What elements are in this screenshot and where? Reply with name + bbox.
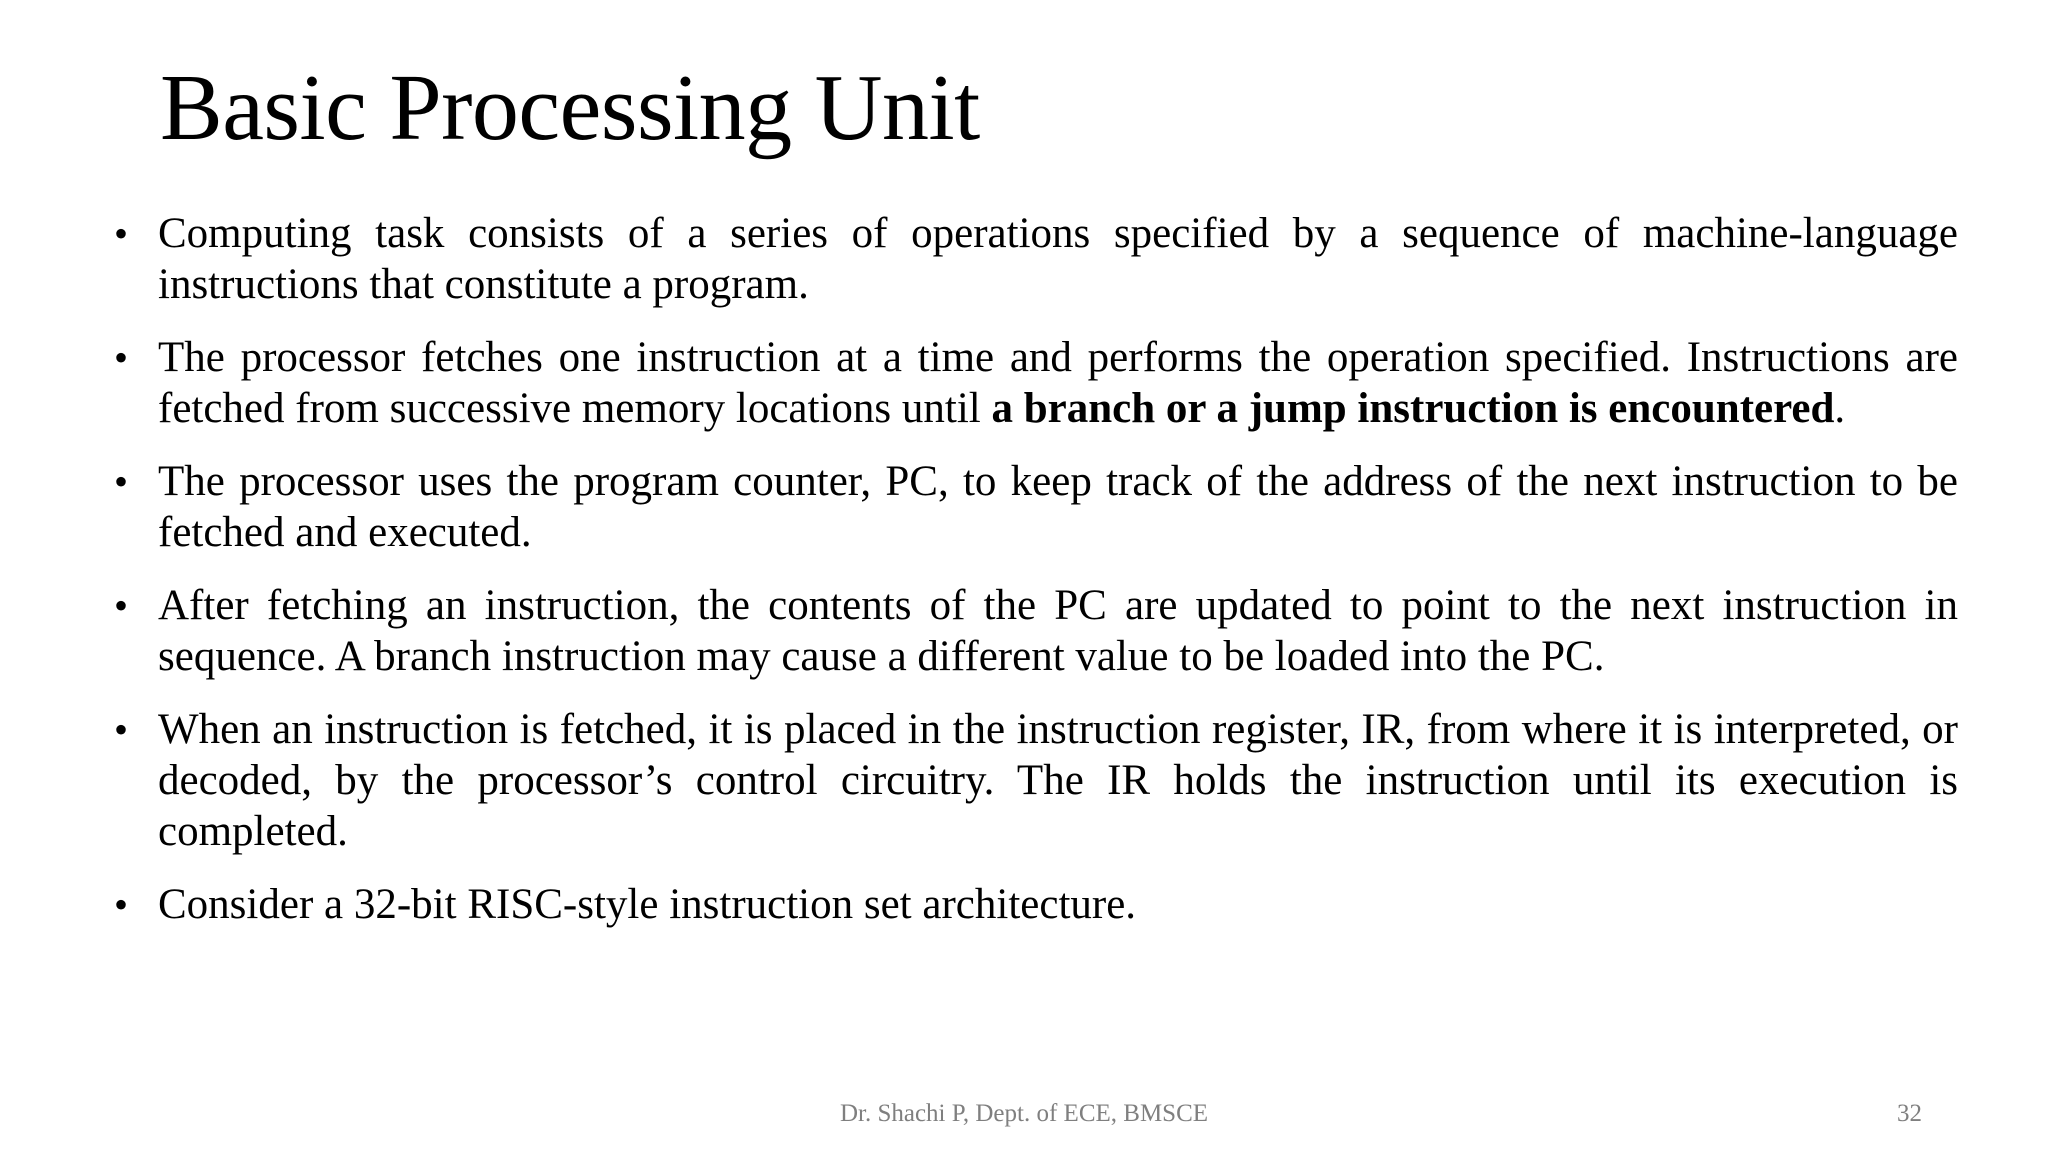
bullet-text: When an instruction is fetched, it is placed in the instruction register, IR, from where it is interpreted, or decoded, by the processor’s control circuitry. The IR holds the instruction until its execution is completed.	[158, 706, 1958, 855]
bullet-item	[110, 332, 1958, 434]
bullet-text: After fetching an instruction, the contents of the PC are updated to point to the next instruction in sequence. A branch instruction may cause a different value to be loaded into the PC.	[158, 582, 1958, 680]
bullet-marker: •	[114, 459, 129, 504]
bullet-marker: •	[114, 335, 129, 380]
bullet-text: The processor fetches one instruction at a time and performs the operation specified. Instructions are fetched from successive memory locations until	[158, 334, 1958, 432]
slide-title: Basic Processing Unit	[160, 56, 980, 160]
page-number: 32	[1897, 1100, 1922, 1127]
bullet-item	[110, 456, 1958, 558]
bullet-marker: •	[114, 707, 129, 752]
bullet-bold-text: a branch or a jump instruction is encountered	[991, 385, 1835, 432]
bullet-list	[110, 208, 1958, 952]
bullet-marker: •	[114, 211, 129, 256]
bullet-item	[110, 580, 1958, 682]
footer-author: Dr. Shachi P, Dept. of ECE, BMSCE	[839, 1100, 1209, 1127]
bullet-text: Computing task consists of a series of operations specified by a sequence of machine-language instructions that constitute a program.	[158, 210, 1958, 308]
bullet-marker: •	[114, 882, 129, 927]
bullet-item	[110, 704, 1958, 857]
bullet-marker: •	[114, 583, 129, 628]
bullet-text: The processor uses the program counter, PC, to keep track of the address of the next instruction to be fetched and executed.	[158, 458, 1958, 556]
bullet-item	[110, 208, 1958, 310]
bullet-text-end: .	[1834, 385, 1846, 432]
bullet-item	[110, 879, 1958, 930]
bullet-text: Consider a 32-bit RISC-style instruction set architecture.	[158, 881, 1137, 928]
